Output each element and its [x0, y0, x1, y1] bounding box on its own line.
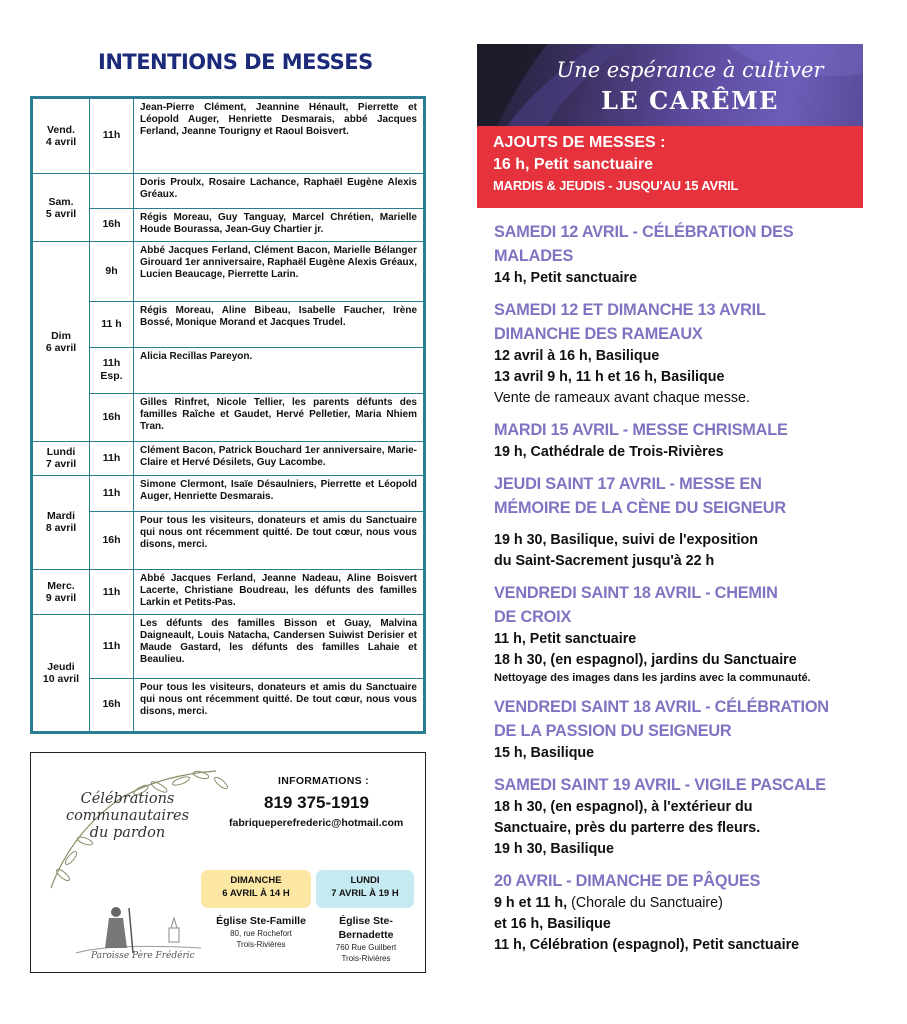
info-email[interactable]: fabriqueperefrederic@hotmail.com: [229, 817, 404, 829]
event-detail: 11 h, Célébration (espagnol), Petit sanctuaire: [494, 937, 800, 953]
celebration-title: Célébrations communautaires du pardon: [65, 791, 190, 841]
event-detail: 13 avril 9 h, 11 h et 16 h, Basilique: [494, 369, 725, 385]
event-title: MARDI 15 AVRIL - MESSE CHRISMALE: [494, 421, 788, 439]
event-title: VENDREDI SAINT 18 AVRIL - CHEMIN: [494, 584, 778, 602]
event-detail: 19 h 30, Basilique, suivi de l'exposition: [494, 532, 759, 548]
paroisse-signature: Paroisse Père Frédéric: [91, 951, 195, 961]
event-title: VENDREDI SAINT 18 AVRIL - CÉLÉBRATION: [494, 698, 829, 716]
banner-title: LE CARÊME: [601, 86, 779, 115]
intention-time: 11h: [90, 615, 134, 679]
event-detail: et 16 h, Basilique: [494, 916, 611, 932]
intention-names: Simone Clermont, Isaïe Désaulniers, Pierrette et Léopold Auger, Henriette Desmarais.: [134, 475, 424, 511]
ajouts-time: 16 h, Petit sanctuaire: [493, 156, 654, 173]
intention-time: 11h Esp.: [90, 347, 134, 393]
intention-row: [33, 173, 424, 208]
event-detail: 19 h 30, Basilique: [494, 841, 614, 857]
intention-row: [33, 99, 424, 174]
intention-row: [33, 347, 424, 393]
intention-row: [33, 242, 424, 301]
info-box: [30, 752, 426, 973]
intention-row: [33, 570, 424, 615]
event-title: MÉMOIRE DE LA CÈNE DU SEIGNEUR: [494, 499, 786, 517]
intention-names: Les défunts des familles Bisson et Guay, Malvina Daigneault, Louis Natacha, Candersen Suiwist Derisier et Maude Gastard, les défunts des familles Lahaie et Beaulieu.: [134, 615, 424, 679]
event-item: [494, 298, 874, 409]
intention-row: [33, 208, 424, 242]
intention-row: [33, 511, 424, 569]
intention-row: [33, 393, 424, 441]
date-pill-sunday: DIMANCHE 6 AVRIL À 14 H: [201, 870, 311, 908]
intention-day: Lundi 7 avril: [33, 442, 90, 476]
event-item: [494, 869, 874, 956]
event-title: DIMANCHE DES RAMEAUX: [494, 325, 703, 343]
ajouts-heading: AJOUTS DE MESSES :: [493, 134, 666, 151]
event-title: JEUDI SAINT 17 AVRIL - MESSE EN: [494, 475, 762, 493]
church-ste-bernadette: Église Ste-Bernadette 760 Rue Guilbert Trois-Rivières: [335, 915, 397, 963]
intention-time: 9h: [90, 242, 134, 301]
event-detail: 9 h et 11 h, (Chorale du Sanctuaire): [494, 895, 723, 911]
event-title: DE CROIX: [494, 608, 572, 626]
event-title: SAMEDI SAINT 19 AVRIL - VIGILE PASCALE: [494, 776, 826, 794]
intentions-table: [30, 96, 426, 734]
date-pill-monday: LUNDI 7 AVRIL À 19 H: [316, 870, 414, 908]
event-item: [494, 418, 874, 463]
intentions-title: INTENTIONS DE MESSES: [98, 50, 373, 74]
info-phone[interactable]: 819 375-1919: [264, 793, 369, 812]
intention-names: Jean-Pierre Clément, Jeannine Hénault, Pierrette et Léopold Auger, Henriette Desmarais, abbé Jacques Ferland, Jeanne Tourigny et Raoul Boisvert.: [134, 99, 424, 174]
intention-names: Doris Proulx, Rosaire Lachance, Raphaël Eugène Alexis Gréaux.: [134, 173, 424, 208]
intention-time: [90, 173, 134, 208]
event-item: [494, 581, 874, 686]
event-detail: 12 avril à 16 h, Basilique: [494, 348, 660, 364]
event-title: DE LA PASSION DU SEIGNEUR: [494, 722, 732, 740]
intention-day: Vend. 4 avril: [33, 99, 90, 174]
event-detail: Vente de rameaux avant chaque messe.: [494, 390, 750, 406]
banner-subtitle: Une espérance à cultiver: [556, 58, 824, 82]
event-item: [494, 472, 874, 572]
intention-time: 11h: [90, 570, 134, 615]
intention-names: Alicia Recillas Pareyon.: [134, 347, 424, 393]
intention-row: [33, 615, 424, 679]
event-item: [494, 695, 874, 764]
event-detail: 15 h, Basilique: [494, 745, 595, 761]
intention-names: Abbé Jacques Ferland, Clément Bacon, Marielle Bélanger Girouard 1er anniversaire, Raphaël Eugène Alexis Gréaux, Lucien Beaucage, Pierrette Larin.: [134, 242, 424, 301]
intention-time: 16h: [90, 393, 134, 441]
event-title: SAMEDI 12 AVRIL - CÉLÉBRATION DES: [494, 223, 794, 241]
event-title: SAMEDI 12 ET DIMANCHE 13 AVRIL: [494, 301, 766, 319]
event-title: 20 AVRIL - DIMANCHE DE PÂQUES: [494, 872, 761, 890]
event-spacer: [494, 520, 874, 530]
intention-time: 16h: [90, 208, 134, 242]
intention-names: Abbé Jacques Ferland, Jeanne Nadeau, Aline Boisvert Lacerte, Christiane Boudreau, les défunts des familles Larkin et Petits-Pas.: [134, 570, 424, 615]
intention-names: Gilles Rinfret, Nicole Tellier, les parents défunts des familles Raîche et Gaudet, Hervé Pelletier, Maria Nhiem Tran.: [134, 393, 424, 441]
ajouts-messes-box: [477, 126, 863, 208]
intention-time: 11h: [90, 442, 134, 476]
intention-names: Pour tous les visiteurs, donateurs et amis du Sanctuaire qui nous ont récemment quitté. De tout cœur, nous vous disons, merci.: [134, 511, 424, 569]
intention-day: Sam. 5 avril: [33, 173, 90, 242]
intention-time: 11h: [90, 99, 134, 174]
intention-names: Clément Bacon, Patrick Bouchard 1er anniversaire, Marie-Claire et Hervé Désilets, Guy Lacombe.: [134, 442, 424, 476]
event-detail: Sanctuaire, près du parterre des fleurs.: [494, 820, 761, 836]
intention-time: 16h: [90, 511, 134, 569]
event-item: [494, 220, 874, 289]
careme-banner: [477, 44, 863, 126]
intention-time: 11 h: [90, 301, 134, 347]
intention-row: [33, 301, 424, 347]
info-label: INFORMATIONS :: [278, 775, 369, 787]
intention-names: Régis Moreau, Aline Bibeau, Isabelle Faucher, Irène Bossé, Monique Morand et Jacques Trudel.: [134, 301, 424, 347]
intention-time: 11h: [90, 475, 134, 511]
intention-day: Merc. 9 avril: [33, 570, 90, 615]
intention-names: Régis Moreau, Guy Tanguay, Marcel Chrétien, Marielle Houde Bourassa, Jean-Guy Chartier jr.: [134, 208, 424, 242]
event-detail: 18 h 30, (en espagnol), à l'extérieur du: [494, 799, 753, 815]
intention-names: Pour tous les visiteurs, donateurs et amis du Sanctuaire qui nous ont récemment quitté. De tout cœur, nous vous disons, merci.: [134, 678, 424, 731]
event-detail: 11 h, Petit sanctuaire: [494, 631, 637, 647]
intention-day: Jeudi 10 avril: [33, 615, 90, 732]
intention-row: [33, 678, 424, 731]
intention-day: Mardi 8 avril: [33, 475, 90, 569]
event-title: MALADES: [494, 247, 574, 265]
intention-day: Dim 6 avril: [33, 242, 90, 442]
event-item: [494, 773, 874, 860]
ajouts-schedule: MARDIS & JEUDIS - JUSQU'AU 15 AVRIL: [493, 178, 739, 193]
event-detail: 14 h, Petit sanctuaire: [494, 270, 638, 286]
intention-row: [33, 442, 424, 476]
events-list: [494, 220, 874, 965]
event-detail: 19 h, Cathédrale de Trois-Rivières: [494, 444, 724, 460]
intention-time: 16h: [90, 678, 134, 731]
church-ste-famille: Église Ste-Famille 80, rue Rochefort Trois-Rivières: [216, 915, 306, 949]
event-detail: Nettoyage des images dans les jardins avec la communauté.: [494, 672, 811, 684]
event-detail: du Saint-Sacrement jusqu'à 22 h: [494, 553, 715, 569]
intention-row: [33, 475, 424, 511]
event-detail: 18 h 30, (en espagnol), jardins du Sanctuaire: [494, 652, 797, 668]
